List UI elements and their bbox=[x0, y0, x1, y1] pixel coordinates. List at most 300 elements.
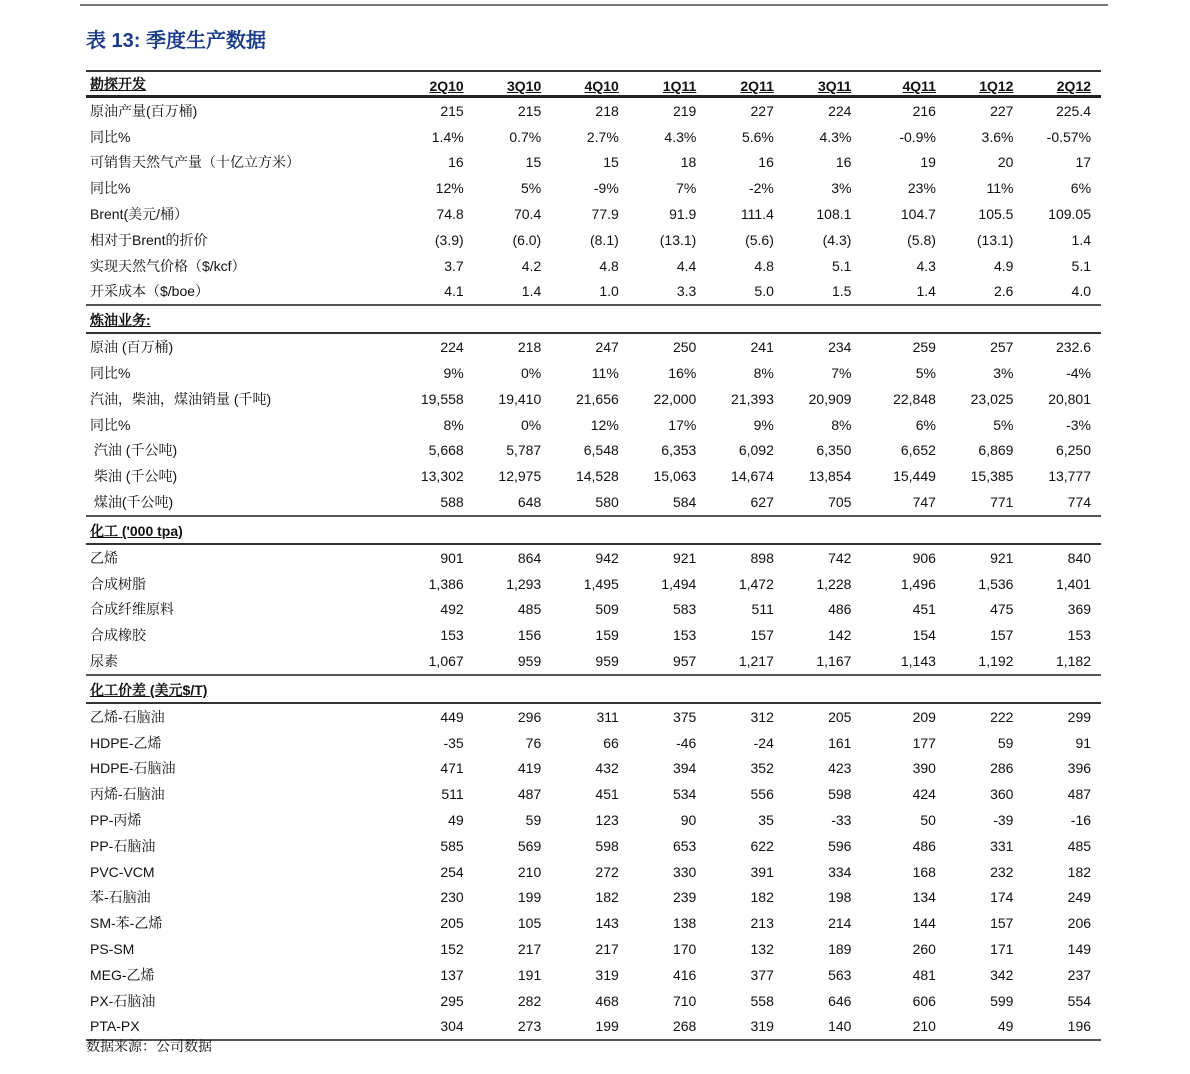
cell-value: 311 bbox=[596, 708, 619, 725]
cell-value: 959 bbox=[595, 653, 619, 670]
cell-value: 15 bbox=[603, 154, 619, 171]
row-label: 合成纤维原料 bbox=[90, 601, 174, 618]
row-label: PP-丙烯 bbox=[90, 812, 142, 829]
cell-value: -0.9% bbox=[899, 128, 936, 145]
cell-value: 205 bbox=[440, 915, 464, 932]
table-row bbox=[86, 756, 1101, 782]
cell-value: 8% bbox=[831, 416, 852, 433]
row-label: 丙烯-石脑油 bbox=[90, 786, 165, 803]
row-label: 同比% bbox=[90, 365, 131, 382]
cell-value: 16 bbox=[448, 154, 464, 171]
cell-value: 423 bbox=[828, 760, 852, 777]
cell-value: -3% bbox=[1066, 416, 1092, 433]
cell-value: 5.0 bbox=[754, 283, 774, 300]
cell-value: 14,674 bbox=[731, 468, 774, 485]
row-label: 柴油 (千公吨) bbox=[90, 468, 178, 485]
cell-value: 257 bbox=[990, 339, 1014, 356]
cell-value: 511 bbox=[751, 601, 774, 618]
cell-value: 214 bbox=[828, 915, 852, 932]
cell-value: 6,250 bbox=[1055, 442, 1092, 459]
cell-value: 4.3% bbox=[819, 128, 852, 145]
table-row bbox=[86, 438, 1101, 464]
cell-value: 177 bbox=[912, 734, 936, 751]
cell-value: 21,393 bbox=[731, 390, 774, 407]
cell-value: 12% bbox=[435, 180, 464, 197]
cell-value: 15,449 bbox=[893, 468, 936, 485]
cell-value: 210 bbox=[517, 863, 542, 880]
cell-value: 449 bbox=[440, 708, 464, 725]
cell-value: 7% bbox=[831, 365, 852, 382]
row-label: 同比% bbox=[90, 128, 131, 145]
column-header: 3Q10 bbox=[506, 78, 542, 94]
cell-value: 21,656 bbox=[575, 390, 619, 407]
cell-value: 91.9 bbox=[669, 206, 697, 223]
cell-value: 8% bbox=[443, 416, 464, 433]
cell-value: 20,801 bbox=[1048, 390, 1092, 407]
cell-value: 5.1 bbox=[831, 257, 852, 274]
cell-value: 18 bbox=[680, 154, 697, 171]
table-row bbox=[86, 962, 1101, 988]
cell-value: 4.0 bbox=[1071, 283, 1092, 300]
cell-value: 138 bbox=[672, 915, 697, 932]
cell-value: (5.8) bbox=[907, 231, 936, 248]
cell-value: 189 bbox=[828, 941, 852, 957]
cell-value: 5.6% bbox=[741, 128, 774, 145]
row-label: Brent(美元/桶） bbox=[90, 206, 189, 223]
row-label: 可销售天然气产量（十亿立方米） bbox=[90, 154, 300, 171]
cell-value: -33 bbox=[831, 812, 852, 829]
cell-value: 15,063 bbox=[653, 468, 697, 485]
table-row bbox=[86, 253, 1101, 279]
cell-value: 232 bbox=[990, 863, 1014, 880]
cell-value: 596 bbox=[828, 837, 852, 854]
table-row bbox=[86, 279, 1101, 307]
row-label: 乙烯 bbox=[90, 549, 118, 566]
cell-value: 140 bbox=[828, 1018, 852, 1035]
table-row bbox=[86, 463, 1101, 489]
cell-value: 215 bbox=[517, 102, 542, 119]
cell-value: -9% bbox=[593, 180, 619, 197]
top-rule bbox=[80, 4, 1108, 6]
cell-value: 247 bbox=[595, 339, 619, 356]
table-row bbox=[86, 545, 1101, 571]
cell-value: 218 bbox=[517, 339, 542, 356]
cell-value: -0.57% bbox=[1046, 128, 1092, 145]
cell-value: 9% bbox=[753, 416, 774, 433]
cell-value: 1.5 bbox=[831, 283, 852, 300]
cell-value: 957 bbox=[672, 653, 697, 670]
cell-value: 232.6 bbox=[1055, 339, 1092, 356]
cell-value: 5,787 bbox=[506, 442, 542, 459]
cell-value: 580 bbox=[595, 494, 619, 511]
table-row bbox=[86, 910, 1101, 936]
table-row bbox=[86, 885, 1101, 911]
cell-value: 6% bbox=[915, 416, 936, 433]
cell-value: 4.2 bbox=[521, 257, 542, 274]
cell-value: 295 bbox=[440, 992, 464, 1009]
section-header bbox=[86, 678, 1101, 704]
cell-value: 217 bbox=[595, 941, 619, 957]
cell-value: 23% bbox=[907, 180, 936, 197]
cell-value: 137 bbox=[440, 966, 464, 983]
cell-value: 486 bbox=[828, 601, 852, 618]
cell-value: 142 bbox=[828, 627, 852, 644]
row-label: SM-苯-乙烯 bbox=[90, 915, 163, 932]
cell-value: 942 bbox=[595, 549, 619, 566]
cell-value: 563 bbox=[828, 966, 852, 983]
cell-value: 105 bbox=[517, 915, 542, 932]
cell-value: 468 bbox=[595, 992, 619, 1009]
cell-value: 840 bbox=[1067, 549, 1092, 566]
cell-value: 157 bbox=[990, 627, 1014, 644]
cell-value: 375 bbox=[672, 708, 697, 725]
table-row bbox=[86, 597, 1101, 623]
cell-value: (8.1) bbox=[589, 231, 619, 248]
table-row bbox=[86, 412, 1101, 438]
cell-value: 1,217 bbox=[738, 653, 774, 670]
cell-value: 898 bbox=[750, 549, 774, 566]
cell-value: 222 bbox=[990, 708, 1014, 725]
table-row bbox=[86, 227, 1101, 253]
cell-value: 108.1 bbox=[816, 206, 852, 223]
column-header: 3Q11 bbox=[817, 78, 852, 94]
cell-value: 569 bbox=[517, 837, 542, 854]
cell-value: 134 bbox=[912, 889, 936, 906]
table-row bbox=[86, 1014, 1101, 1042]
table-row bbox=[86, 936, 1101, 962]
cell-value: 161 bbox=[828, 734, 852, 751]
cell-value: 70.4 bbox=[513, 206, 542, 223]
cell-value: 217 bbox=[517, 941, 542, 957]
cell-value: 157 bbox=[750, 627, 774, 644]
cell-value: -2% bbox=[748, 180, 774, 197]
row-label: 原油 (百万桶) bbox=[90, 339, 174, 356]
table-row bbox=[86, 386, 1101, 412]
cell-value: 198 bbox=[828, 889, 852, 906]
cell-value: 199 bbox=[517, 889, 542, 906]
cell-value: 230 bbox=[440, 889, 464, 906]
cell-value: 369 bbox=[1067, 601, 1092, 618]
cell-value: 921 bbox=[672, 549, 697, 566]
cell-value: (3.9) bbox=[434, 231, 464, 248]
cell-value: 485 bbox=[517, 601, 542, 618]
cell-value: 627 bbox=[750, 494, 774, 511]
row-label: 汽油，柴油，煤油销量 (千吨) bbox=[90, 390, 272, 407]
cell-value: 391 bbox=[750, 863, 774, 880]
cell-value: 1,293 bbox=[506, 575, 542, 592]
table-title: 表 13: 季度生产数据 bbox=[86, 30, 267, 52]
cell-value: 396 bbox=[1067, 760, 1092, 777]
cell-value: 76 bbox=[525, 734, 542, 751]
cell-value: 585 bbox=[440, 837, 464, 854]
cell-value: 742 bbox=[828, 549, 852, 566]
cell-value: 66 bbox=[603, 734, 619, 751]
row-label: 汽油 (千公吨) bbox=[90, 442, 178, 459]
cell-value: 304 bbox=[440, 1018, 464, 1035]
cell-value: 394 bbox=[672, 760, 697, 777]
cell-value: 2.6 bbox=[994, 283, 1014, 300]
cell-value: 534 bbox=[672, 786, 697, 803]
cell-value: 747 bbox=[912, 494, 936, 511]
cell-value: 171 bbox=[990, 941, 1014, 957]
cell-value: 8% bbox=[753, 365, 774, 382]
column-header: 2Q12 bbox=[1056, 78, 1092, 94]
cell-value: 219 bbox=[672, 102, 697, 119]
cell-value: 487 bbox=[1067, 786, 1092, 803]
row-label: PVC-VCM bbox=[90, 863, 155, 880]
cell-value: 1,143 bbox=[900, 653, 936, 670]
cell-value: 1.4 bbox=[916, 283, 936, 300]
cell-value: 205 bbox=[828, 708, 852, 725]
cell-value: 191 bbox=[517, 966, 542, 983]
cell-value: -16 bbox=[1070, 812, 1092, 829]
cell-value: 196 bbox=[1067, 1018, 1092, 1035]
cell-value: 598 bbox=[595, 837, 619, 854]
row-label: 开采成本（$/boe） bbox=[90, 283, 210, 300]
cell-value: 157 bbox=[990, 915, 1014, 932]
cell-value: 5% bbox=[521, 180, 542, 197]
cell-value: 227 bbox=[990, 102, 1014, 119]
cell-value: 653 bbox=[672, 837, 697, 854]
cell-value: 13,854 bbox=[808, 468, 852, 485]
column-header: 2Q10 bbox=[429, 78, 464, 94]
cell-value: 209 bbox=[912, 708, 936, 725]
cell-value: 1,167 bbox=[816, 653, 852, 670]
cell-value: 174 bbox=[990, 889, 1014, 906]
cell-value: 319 bbox=[750, 1018, 774, 1035]
cell-value: 11% bbox=[986, 180, 1014, 197]
row-label: 相对于Brent的折价 bbox=[90, 231, 208, 248]
cell-value: 1.4% bbox=[431, 128, 464, 145]
section-header bbox=[86, 70, 1101, 98]
cell-value: 50 bbox=[920, 812, 936, 829]
cell-value: 213 bbox=[750, 915, 774, 932]
row-label: 原油产量(百万桶) bbox=[90, 102, 198, 119]
cell-value: 3.7 bbox=[444, 257, 464, 274]
cell-value: 268 bbox=[672, 1018, 697, 1035]
cell-value: 475 bbox=[990, 601, 1014, 618]
cell-value: 249 bbox=[1067, 889, 1092, 906]
row-label: 尿素 bbox=[90, 653, 118, 670]
column-header: 4Q10 bbox=[584, 78, 619, 94]
cell-value: 648 bbox=[517, 494, 542, 511]
section-title: 勘探开发 bbox=[90, 76, 146, 92]
cell-value: 471 bbox=[440, 760, 464, 777]
cell-value: -46 bbox=[676, 734, 697, 751]
cell-value: 598 bbox=[828, 786, 852, 803]
cell-value: 273 bbox=[517, 1018, 542, 1035]
cell-value: -39 bbox=[993, 812, 1014, 829]
cell-value: 11% bbox=[591, 365, 619, 382]
cell-value: 104.7 bbox=[900, 206, 936, 223]
cell-value: 1,494 bbox=[661, 575, 697, 592]
cell-value: 91 bbox=[1075, 734, 1092, 751]
cell-value: 9% bbox=[443, 365, 464, 382]
quarterly-production-table bbox=[86, 70, 1101, 1041]
cell-value: 15 bbox=[525, 154, 542, 171]
cell-value: 132 bbox=[750, 941, 774, 957]
cell-value: 390 bbox=[912, 760, 936, 777]
cell-value: 6,092 bbox=[738, 442, 774, 459]
section-header bbox=[86, 519, 1101, 545]
cell-value: 1.4 bbox=[1071, 231, 1092, 248]
cell-value: 352 bbox=[750, 760, 774, 777]
cell-value: 296 bbox=[517, 708, 542, 725]
cell-value: 182 bbox=[750, 889, 774, 906]
cell-value: 1,182 bbox=[1055, 653, 1092, 670]
row-label: 苯-石脑油 bbox=[90, 889, 151, 906]
cell-value: 224 bbox=[828, 102, 852, 119]
cell-value: 2.7% bbox=[586, 128, 619, 145]
cell-value: 156 bbox=[517, 627, 542, 644]
cell-value: (4.3) bbox=[822, 231, 852, 248]
cell-value: 254 bbox=[440, 863, 464, 880]
cell-value: 206 bbox=[1067, 915, 1092, 932]
cell-value: 334 bbox=[828, 863, 852, 880]
cell-value: 282 bbox=[517, 992, 542, 1009]
cell-value: 19 bbox=[920, 154, 936, 171]
cell-value: 558 bbox=[750, 992, 774, 1009]
row-label: HDPE-乙烯 bbox=[90, 734, 162, 751]
cell-value: 486 bbox=[912, 837, 936, 854]
cell-value: 159 bbox=[595, 627, 619, 644]
cell-value: 170 bbox=[672, 941, 697, 957]
cell-value: 774 bbox=[1067, 494, 1092, 511]
cell-value: 5.1 bbox=[1071, 257, 1092, 274]
cell-value: 6,652 bbox=[900, 442, 936, 459]
cell-value: 6,548 bbox=[583, 442, 619, 459]
cell-value: 4.3% bbox=[664, 128, 697, 145]
cell-value: 49 bbox=[997, 1018, 1014, 1035]
cell-value: 4.4 bbox=[676, 257, 697, 274]
cell-value: 77.9 bbox=[591, 206, 619, 223]
cell-value: -24 bbox=[753, 734, 774, 751]
cell-value: 419 bbox=[517, 760, 542, 777]
source-note: 数据来源：公司数据 bbox=[86, 1038, 212, 1054]
cell-value: 959 bbox=[517, 653, 542, 670]
cell-value: 556 bbox=[750, 786, 774, 803]
cell-value: 771 bbox=[990, 494, 1014, 511]
cell-value: 225.4 bbox=[1055, 102, 1092, 119]
cell-value: 622 bbox=[750, 837, 774, 854]
cell-value: 424 bbox=[912, 786, 936, 803]
cell-value: 3% bbox=[831, 180, 852, 197]
cell-value: 588 bbox=[440, 494, 464, 511]
cell-value: 509 bbox=[595, 601, 619, 618]
row-label: 合成橡胶 bbox=[90, 627, 146, 644]
table-row bbox=[86, 704, 1101, 730]
table-row bbox=[86, 781, 1101, 807]
cell-value: 6,353 bbox=[661, 442, 697, 459]
cell-value: 12,975 bbox=[498, 468, 542, 485]
cell-value: 272 bbox=[595, 863, 619, 880]
cell-value: 485 bbox=[1067, 837, 1092, 854]
column-header: 4Q11 bbox=[902, 78, 936, 94]
cell-value: 7% bbox=[676, 180, 697, 197]
cell-value: 1,401 bbox=[1055, 575, 1092, 592]
cell-value: 14,528 bbox=[575, 468, 619, 485]
cell-value: 218 bbox=[595, 102, 619, 119]
table-row bbox=[86, 622, 1101, 648]
cell-value: 59 bbox=[997, 734, 1014, 751]
cell-value: 299 bbox=[1067, 708, 1092, 725]
cell-value: 584 bbox=[672, 494, 697, 511]
cell-value: 3.3 bbox=[676, 283, 697, 300]
table-row bbox=[86, 730, 1101, 756]
cell-value: (13.1) bbox=[659, 231, 697, 248]
cell-value: 13,777 bbox=[1048, 468, 1092, 485]
cell-value: 331 bbox=[990, 837, 1014, 854]
section-header bbox=[86, 308, 1101, 334]
cell-value: 216 bbox=[912, 102, 936, 119]
cell-value: 250 bbox=[672, 339, 697, 356]
cell-value: 1,495 bbox=[583, 575, 619, 592]
row-label: PP-石脑油 bbox=[90, 837, 156, 854]
cell-value: 0% bbox=[521, 416, 542, 433]
cell-value: 35 bbox=[758, 812, 774, 829]
cell-value: 23,025 bbox=[970, 390, 1014, 407]
cell-value: -35 bbox=[443, 734, 464, 751]
cell-value: 1,472 bbox=[738, 575, 774, 592]
cell-value: 20,909 bbox=[808, 390, 852, 407]
cell-value: 710 bbox=[672, 992, 697, 1009]
cell-value: 239 bbox=[672, 889, 697, 906]
table-row bbox=[86, 124, 1101, 150]
row-label: 同比% bbox=[90, 416, 131, 433]
cell-value: 6% bbox=[1070, 180, 1092, 197]
cell-value: 646 bbox=[828, 992, 852, 1009]
cell-value: 554 bbox=[1067, 992, 1092, 1009]
cell-value: 4.8 bbox=[599, 257, 619, 274]
cell-value: 143 bbox=[595, 915, 619, 932]
cell-value: 237 bbox=[1067, 966, 1092, 983]
cell-value: 492 bbox=[440, 601, 464, 618]
cell-value: 4.8 bbox=[754, 257, 774, 274]
cell-value: 451 bbox=[595, 786, 619, 803]
table-row bbox=[86, 175, 1101, 201]
cell-value: 259 bbox=[912, 339, 936, 356]
cell-value: 1,067 bbox=[428, 653, 464, 670]
cell-value: 234 bbox=[828, 339, 852, 356]
cell-value: 153 bbox=[440, 627, 464, 644]
cell-value: 906 bbox=[912, 549, 936, 566]
cell-value: 1.4 bbox=[521, 283, 542, 300]
cell-value: 342 bbox=[990, 966, 1014, 983]
cell-value: 182 bbox=[595, 889, 619, 906]
cell-value: 153 bbox=[1067, 627, 1092, 644]
cell-value: 4.3 bbox=[916, 257, 936, 274]
cell-value: 511 bbox=[441, 786, 464, 803]
table-row bbox=[86, 988, 1101, 1014]
cell-value: 481 bbox=[912, 966, 936, 983]
cell-value: 19,558 bbox=[420, 390, 464, 407]
cell-value: 123 bbox=[595, 812, 619, 829]
cell-value: 487 bbox=[517, 786, 542, 803]
cell-value: -4% bbox=[1066, 365, 1092, 382]
cell-value: 4.1 bbox=[444, 283, 464, 300]
cell-value: 416 bbox=[672, 966, 697, 983]
cell-value: 22,000 bbox=[653, 390, 697, 407]
cell-value: 5,668 bbox=[428, 442, 464, 459]
table-row bbox=[86, 334, 1101, 360]
cell-value: 59 bbox=[525, 812, 542, 829]
cell-value: 144 bbox=[912, 915, 936, 932]
table-row bbox=[86, 360, 1101, 386]
cell-value: 152 bbox=[440, 941, 464, 957]
cell-value: 90 bbox=[680, 812, 697, 829]
cell-value: 451 bbox=[912, 601, 936, 618]
cell-value: 16% bbox=[668, 365, 697, 382]
